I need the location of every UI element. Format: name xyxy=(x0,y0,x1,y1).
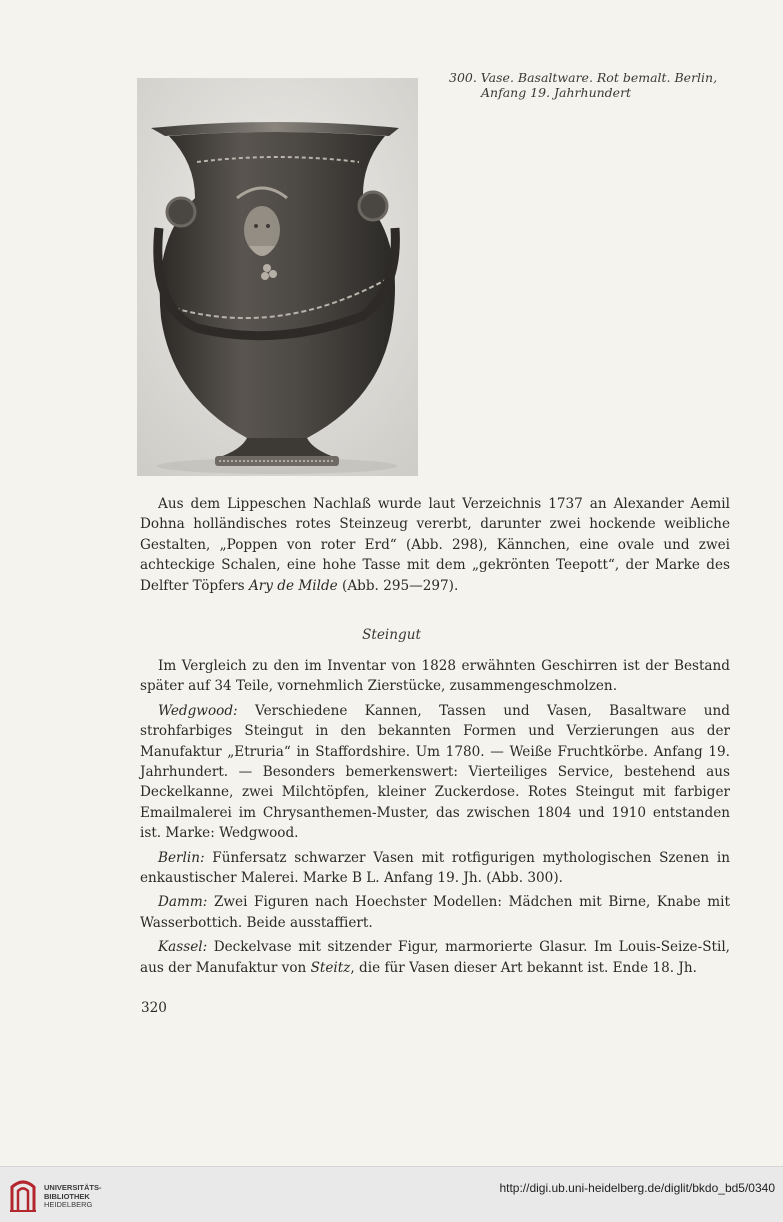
entry-lead: Kassel: xyxy=(158,939,208,956)
library-logo[interactable] xyxy=(8,1177,108,1213)
left-volute xyxy=(167,198,195,226)
vase-illustration xyxy=(137,78,418,476)
intro-italic-name: Ary de Milde xyxy=(248,577,338,594)
intro-tail: (Abb. 295—297). xyxy=(337,577,459,594)
entry-text: Deckelvase mit sitzender Figur, marmorierte Glasur. Im Louis-Seize-Stil, aus der Manufaktur von xyxy=(140,939,730,976)
entry-text: Zwei Figuren nach Hoechster Modellen: Mädchen mit Birne, Knabe mit Wasserbottich. Beide ausstaffiert. xyxy=(140,894,730,931)
caption-line-2: Anfang 19. Jahrhundert xyxy=(481,85,632,100)
paragraph-kassel xyxy=(140,937,730,978)
section-heading: Steingut xyxy=(362,627,421,643)
viewer-footer xyxy=(0,1166,783,1222)
paragraph-wedgwood xyxy=(140,701,730,844)
logo-line-3: HEIDELBERG xyxy=(44,1200,93,1209)
logo-line-1: UNIVERSITÄTS- xyxy=(44,1183,102,1192)
vase-body xyxy=(160,132,395,438)
entry-lead: Damm: xyxy=(158,894,208,911)
paragraph-berlin xyxy=(140,848,730,889)
right-volute xyxy=(359,192,387,220)
figure-caption xyxy=(449,70,749,100)
intro-text: Aus dem Lippeschen Nachlaß wurde laut Verzeichnis 1737 an Alexander Aemil Dohna holländisches rotes Steinzeug vererbt, darunter zwei hockende weibliche Gestalten, „Poppen von roter Erd“ (Abb. 298), Kännchen, eine ovale und zwei achteckige Schalen, eine hohe Tasse mit dem „gekrönten Teepott“, der Marke des Delfter Töpfers xyxy=(140,496,730,594)
paragraph-overview: Im Vergleich zu den im Inventar von 1828 erwähnten Geschirren ist der Bestand später auf 34 Teile, vornehmlich Zierstücke, zusammengeschmolzen. xyxy=(140,658,730,695)
entry-lead: Wedgwood: xyxy=(158,702,238,719)
entry-lead: Berlin: xyxy=(158,849,205,866)
vase-photograph xyxy=(137,78,418,476)
paragraph-damm xyxy=(140,892,730,933)
intro-paragraph xyxy=(140,494,730,596)
entry-text: Verschiedene Kannen, Tassen und Vasen, Basaltware und strohfarbiges Steingut in den bekannten Formen und Verzierungen aus der Manufaktur „Etruria“ in Staffordshire. Um 1780. — Weiße Fruchtkörbe. Anfang 19. Jahrhundert. — Besonders bemerkenswert: Vierteiliges Service, bestehend aus Deckelkanne, zwei Milchtöpfen, kleiner Zuckerdose. Rotes Steingut mit farbiger Emailmalerei im Chrysanthemen-Muster, das zwischen 1804 und 1910 entstanden ist. Marke: Wedgwood. xyxy=(140,702,730,842)
library-name xyxy=(44,1184,102,1210)
entry-text: Fünfersatz schwarzer Vasen mit rotfigurigen mythologischen Szenen in enkaustischer Malerei. Marke B L. Anfang 19. Jh. (Abb. 300). xyxy=(140,849,730,887)
page-number: 320 xyxy=(141,1000,167,1016)
university-seal-icon xyxy=(8,1177,38,1213)
permalink-url[interactable]: http://digi.ub.uni-heidelberg.de/diglit/bkdo_bd5/0340 xyxy=(499,1181,775,1195)
entry-italic-name: Steitz xyxy=(310,959,351,976)
caption-line-1: 300. Vase. Basaltware. Rot bemalt. Berlin, xyxy=(449,70,718,85)
steingut-section xyxy=(140,656,730,982)
entry-tail: , die für Vasen dieser Art bekannt ist. Ende 18. Jh. xyxy=(350,959,697,976)
logo-line-2: BIBLIOTHEK xyxy=(44,1191,90,1201)
